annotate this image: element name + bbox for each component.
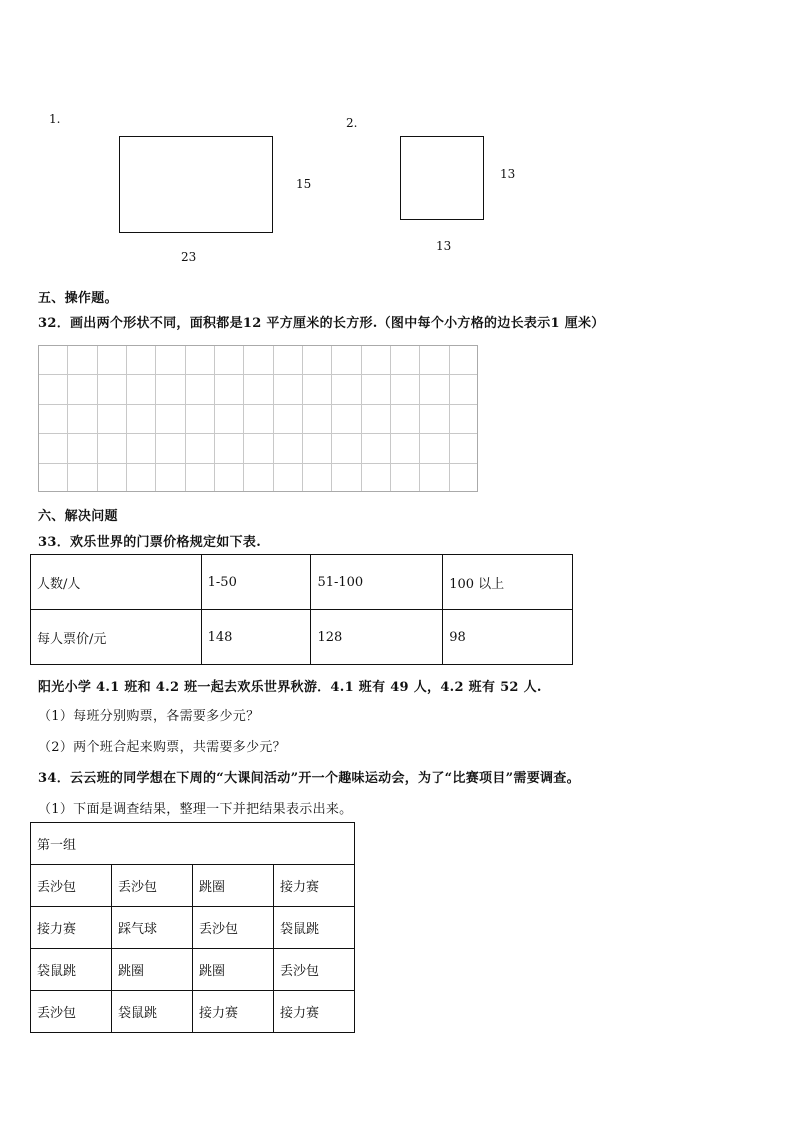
table-cell: 51-100 [311, 555, 443, 610]
table-cell: 98 [443, 610, 573, 665]
question-33: 33．欢乐世界的门票价格规定如下表. [38, 535, 262, 550]
table-cell: 1-50 [201, 555, 311, 610]
table-cell: 袋鼠跳 [31, 949, 112, 991]
table-header-cell: 第一组 [31, 823, 355, 865]
table-cell: 接力赛 [274, 991, 355, 1033]
table-cell: 丢沙包 [31, 865, 112, 907]
table-cell: 接力赛 [274, 865, 355, 907]
figure-1-height-label: 15 [296, 177, 312, 191]
question-34: 34．云云班的同学想在下周的“大课间活动”开一个趣味运动会，为了“比赛项目”需要调查。 [38, 771, 580, 786]
figure-2-bottom-label: 13 [436, 239, 452, 253]
square-figure-2 [400, 136, 484, 220]
table-cell: 人数/人 [31, 555, 202, 610]
table-cell: 接力赛 [193, 991, 274, 1033]
table-cell: 袋鼠跳 [112, 991, 193, 1033]
table-cell: 跳圈 [112, 949, 193, 991]
table-cell: 100 以上 [443, 555, 573, 610]
table-cell: 跳圈 [193, 949, 274, 991]
ticket-price-table [30, 554, 573, 665]
table-cell: 跳圈 [193, 865, 274, 907]
section-5-title: 五、操作题。 [38, 291, 118, 306]
section-6-title: 六、解决问题 [38, 509, 118, 524]
table-cell: 丢沙包 [112, 865, 193, 907]
rectangle-figure-1 [119, 136, 273, 233]
table-row [31, 907, 355, 949]
question-32: 32．画出两个形状不同，面积都是12 平方厘米的长方形.（图中每个小方格的边长表示1 厘米） [38, 316, 605, 331]
figure-1-width-label: 23 [181, 250, 197, 264]
question-33-sub-1: （1）每班分别购票，各需要多少元？ [38, 709, 260, 724]
table-cell: 丢沙包 [274, 949, 355, 991]
table-cell: 148 [201, 610, 311, 665]
survey-result-table [30, 822, 355, 1033]
figure-2-index: 2. [346, 116, 358, 130]
table-cell: 接力赛 [31, 907, 112, 949]
table-cell: 128 [311, 610, 443, 665]
question-33-info: 阳光小学 4.1 班和 4.2 班一起去欢乐世界秋游．4.1 班有 49 人，4.2 班有 52 人. [38, 680, 542, 695]
table-cell: 丢沙包 [193, 907, 274, 949]
grid-paper [38, 345, 478, 492]
figure-1-index: 1. [49, 112, 61, 126]
table-cell: 踩气球 [112, 907, 193, 949]
table-row [31, 555, 573, 610]
table-cell: 每人票价/元 [31, 610, 202, 665]
question-34-sub-1: （1）下面是调查结果，整理一下并把结果表示出来。 [38, 802, 353, 817]
table-row [31, 823, 355, 865]
table-row [31, 949, 355, 991]
table-row [31, 610, 573, 665]
table-row [31, 865, 355, 907]
figure-2-side-label: 13 [500, 167, 516, 181]
table-cell: 丢沙包 [31, 991, 112, 1033]
question-33-sub-2: （2）两个班合起来购票，共需要多少元？ [38, 740, 286, 755]
table-row [31, 991, 355, 1033]
table-cell: 袋鼠跳 [274, 907, 355, 949]
